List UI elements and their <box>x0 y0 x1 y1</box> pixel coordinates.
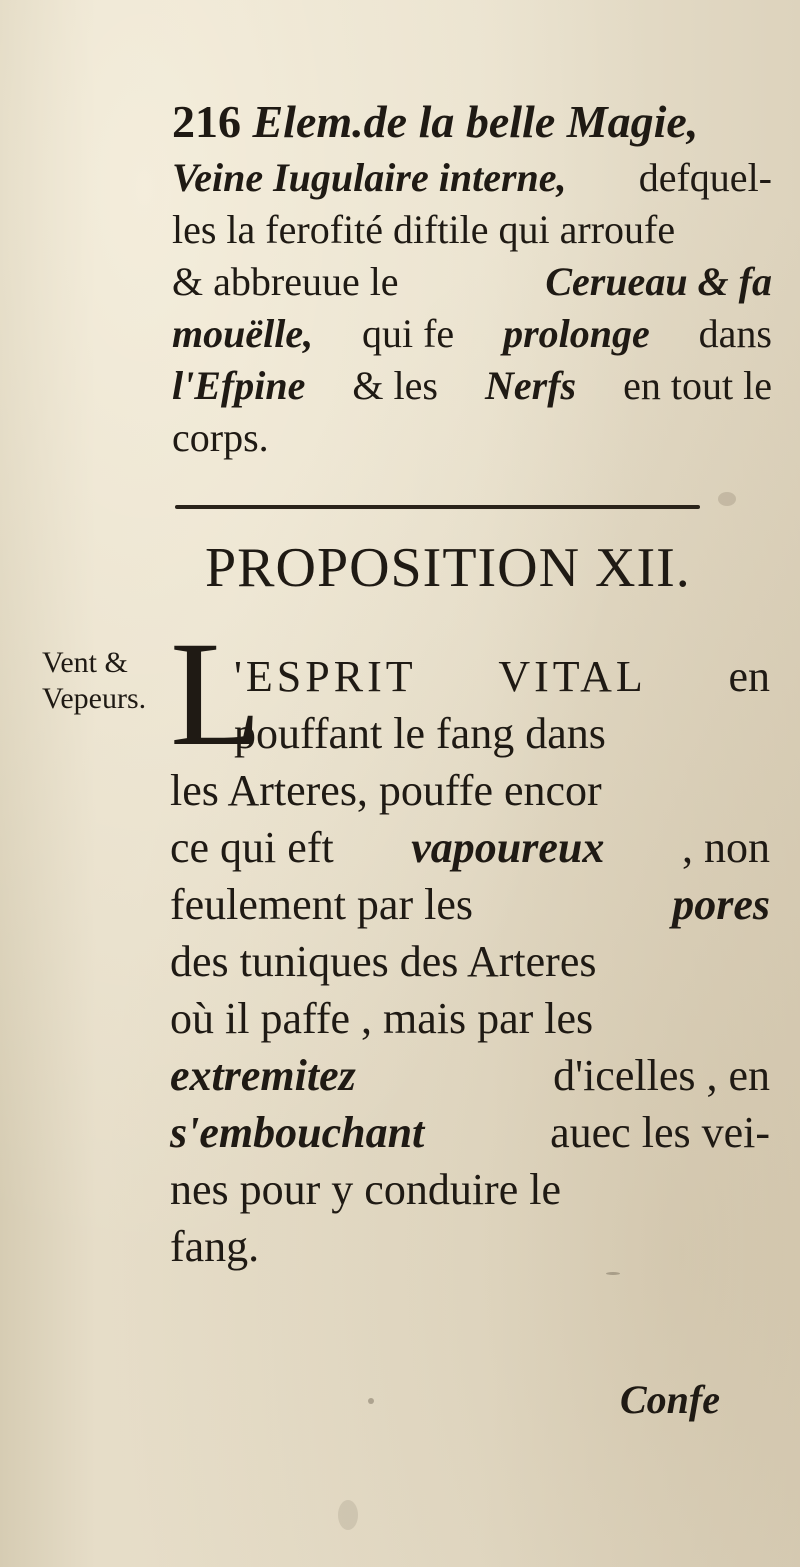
margin-note-line: Vent & <box>42 646 128 679</box>
margin-note-line: Vepeurs. <box>42 682 147 715</box>
text-span: des tuniques des Arteres <box>170 937 597 986</box>
continued-paragraph <box>172 152 772 464</box>
text-span: pouffant le fang dans <box>234 709 606 758</box>
text-line <box>172 204 772 256</box>
italic-term: vapoureux <box>411 823 605 872</box>
text-span: dans <box>698 311 772 356</box>
drop-capital: L <box>170 611 262 777</box>
text-span: & abbreuue le <box>172 259 399 304</box>
text-span: en tout le <box>623 363 772 408</box>
ink-speck <box>338 1500 358 1530</box>
text-line <box>170 648 770 705</box>
text-span: les la ferofité diftile qui arroufe <box>172 207 676 252</box>
running-header <box>172 96 772 148</box>
running-title: Elem.de la belle Magie, <box>252 96 699 147</box>
text-line <box>170 1104 770 1161</box>
ink-speck <box>606 1272 620 1275</box>
text-line <box>170 705 770 762</box>
text-line <box>170 819 770 876</box>
text-line <box>172 152 772 204</box>
text-span: & les <box>352 363 438 408</box>
italic-term: pores <box>672 880 770 929</box>
small-caps-text: VITAL <box>498 652 647 701</box>
italic-term: Nerfs <box>484 363 577 408</box>
italic-term: l'Efpine <box>172 363 306 408</box>
italic-term: Veine Iugulaire interne, <box>172 155 567 200</box>
text-line <box>170 990 770 1047</box>
text-span: en <box>728 652 770 701</box>
text-line <box>172 360 772 412</box>
text-line <box>172 308 772 360</box>
text-span: d'icelles , en <box>553 1051 770 1100</box>
italic-term: Cerueau & fa <box>545 259 772 304</box>
text-line <box>170 1218 770 1275</box>
text-line <box>172 412 772 464</box>
text-span: fang. <box>170 1222 260 1271</box>
ink-speck <box>718 492 736 506</box>
page-number: 216 <box>172 96 241 147</box>
text-line <box>172 256 772 308</box>
text-line <box>170 1047 770 1104</box>
ink-speck <box>368 1398 374 1404</box>
text-span: feulement par les <box>170 880 473 929</box>
text-span: defquel- <box>638 155 772 200</box>
text-span: , non <box>681 823 770 872</box>
text-span: ce qui eft <box>170 823 334 872</box>
text-span: auec les vei- <box>550 1108 770 1157</box>
text-line <box>170 1161 770 1218</box>
small-caps-text: 'ESPRIT <box>234 652 417 701</box>
text-line <box>170 876 770 933</box>
text-span: corps. <box>172 415 269 460</box>
text-span: qui fe <box>361 311 455 356</box>
italic-term: extremitez <box>170 1051 356 1100</box>
text-span: nes pour y conduire le <box>170 1165 561 1214</box>
text-line <box>170 762 770 819</box>
proposition-paragraph <box>170 648 770 1275</box>
catchword: Confe <box>620 1377 720 1422</box>
section-divider <box>175 505 700 509</box>
text-span: les Arteres, pouffe encor <box>170 766 602 815</box>
text-span: où il paffe , mais par les <box>170 994 594 1043</box>
italic-term: prolonge <box>503 311 650 356</box>
text-line <box>170 933 770 990</box>
italic-term: mouëlle, <box>172 311 314 356</box>
margin-note <box>42 645 182 717</box>
italic-term: s'embouchant <box>170 1108 425 1157</box>
section-heading: PROPOSITION XII. <box>205 537 691 599</box>
